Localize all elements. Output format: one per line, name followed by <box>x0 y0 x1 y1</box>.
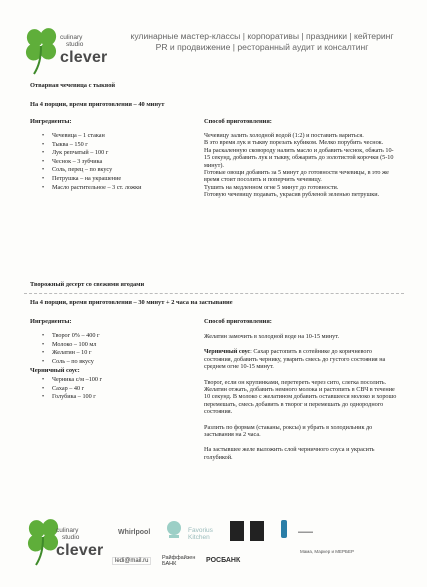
brand-line1: culinary <box>56 527 79 534</box>
recipe1-portions: На 4 порции, время приготовления – 40 минут <box>30 101 165 108</box>
sponsor-bar: ▬▬▬ <box>298 529 313 535</box>
ingredient-item: • Чечевица – 1 стакан <box>42 132 182 141</box>
ingredient-item: • Черника с/м –100 г <box>42 376 172 385</box>
brand-line2: studio <box>62 534 80 541</box>
sponsor-mama: Мама, Маркер и МЕРБЕР <box>300 549 354 554</box>
method-step: На застывшее желе выложить слой черничного соуса и украсить голубикой. <box>204 446 375 461</box>
recipe2-ingredients-heading: Ингредиенты: <box>30 318 72 325</box>
method-step: Черничный соус: Сахар растопить в сотейнике до коричневого состояния, добавить чернику, уварить смесь до густого состояния на среднем огне 10-15 минут. <box>204 348 386 371</box>
recipe2-title: Творожный десерт со свежими ягодами <box>30 281 145 288</box>
recipe2-method-heading: Способ приготовления: <box>204 318 272 325</box>
brand-line2: studio <box>66 41 84 48</box>
tagline-line2: PR и продвижение | ресторанный аудит и консалтинг <box>155 42 369 52</box>
recipe2-sauce-heading: Черничный соус: <box>30 367 80 374</box>
brand-name: clever <box>56 542 104 559</box>
recipe1-ingredients-heading: Ингредиенты: <box>30 118 72 125</box>
brand-logo <box>22 24 108 80</box>
ingredient-item: • Молоко – 100 мл <box>42 341 172 350</box>
recipe2-sauce-list <box>42 376 172 402</box>
sponsor-logos <box>110 515 410 575</box>
ingredient-item: • Творог 0% – 400 г <box>42 332 172 341</box>
ingredient-item: • Соль – по вкусу <box>42 358 172 367</box>
ingredient-item: • Масло растительное – 3 ст. ложки <box>42 184 182 193</box>
divider <box>24 293 404 294</box>
tagline <box>112 31 412 53</box>
sponsor-mail: ledi@mail.ru <box>112 557 151 565</box>
recipe1-ingredients-list <box>42 132 182 192</box>
footer-brand-logo <box>24 515 104 571</box>
sponsor-whirlpool: Whirlpool <box>118 529 151 536</box>
ingredient-item: • Голубика – 100 г <box>42 393 172 402</box>
sauce-label: Черничный соус <box>204 348 251 356</box>
method-step: Творог, если он крупинками, перетереть через сито, слегка посолить. Желатин отжать, добавить немного молока и растопить в СВЧ в течение 10 секунд. В молоко с желатином добавить оставшееся молоко и хорошо перемешать, смесь добавить в творог и перемешать до однородного состояния. <box>204 378 397 416</box>
recipe2-portions: На 4 порции, время приготовления – 30 минут + 2 часа на застывание <box>30 299 233 306</box>
brand-line1: culinary <box>60 34 83 41</box>
sponsor-bottle-icon <box>278 518 290 540</box>
sponsor-favorius: Favorius Kitchen <box>188 527 213 541</box>
ingredient-item: • Чеснок – 3 зубчика <box>42 158 182 167</box>
ingredient-item: • Лук репчатый – 100 г <box>42 149 182 158</box>
ingredient-item: • Желатин – 10 г <box>42 349 172 358</box>
ingredient-item: • Сахар – 40 г <box>42 385 172 394</box>
sponsor-emblem-icon <box>165 519 183 541</box>
recipe2-method <box>204 333 399 461</box>
recipe1-title: Отварная чечевица с тыквой <box>30 82 116 89</box>
method-step: Разлить по формам (стаканы, роксы) и убрать в холодильник до застывания на 2 часа. <box>204 423 373 439</box>
sponsor-black-logo <box>230 521 244 541</box>
recipe1-method-heading: Способ приготовления: <box>204 118 272 125</box>
ingredient-item: • Тыква – 150 г <box>42 141 182 150</box>
sponsor-rosbank: РОСБАНК <box>206 557 241 564</box>
clover-icon <box>22 24 62 76</box>
sponsor-black-logo <box>250 521 264 541</box>
method-step: Желатин замочить в холодной воде на 10-15 минут. <box>204 333 340 340</box>
recipe2-ingredients-list <box>42 332 172 366</box>
sponsor-raiffeisen: Райффайзен БАНК <box>162 555 196 567</box>
brand-name: clever <box>60 49 108 66</box>
recipe1-method: Чечевицу залить холодной водой (1:2) и поставить вариться. В это время лук и тыкву порезать кубиком. Мелко порубить чеснок. На раскаленную сковороду налить масло и добавить чеснок, обжать 10-15 секунд, добавить лук и тыкву, обжарить до золотистой корочки (5-10 минут). Готовые овощи добавить за 5 минут до готовности чечевицы, в это же время стоит посолить и поперчить чечевицу. Тушить на медленном огне 5 минут до готовности. Готовую чечевицу подавать, украсив рубленой зеленью петрушки. <box>204 132 394 199</box>
ingredient-item: • Петрушка – на украшение <box>42 175 182 184</box>
tagline-line1: кулинарные мастер-классы | корпоративы | праздники | кейтеринг <box>130 31 394 41</box>
ingredient-item: • Соль, перец – по вкусу <box>42 166 182 175</box>
